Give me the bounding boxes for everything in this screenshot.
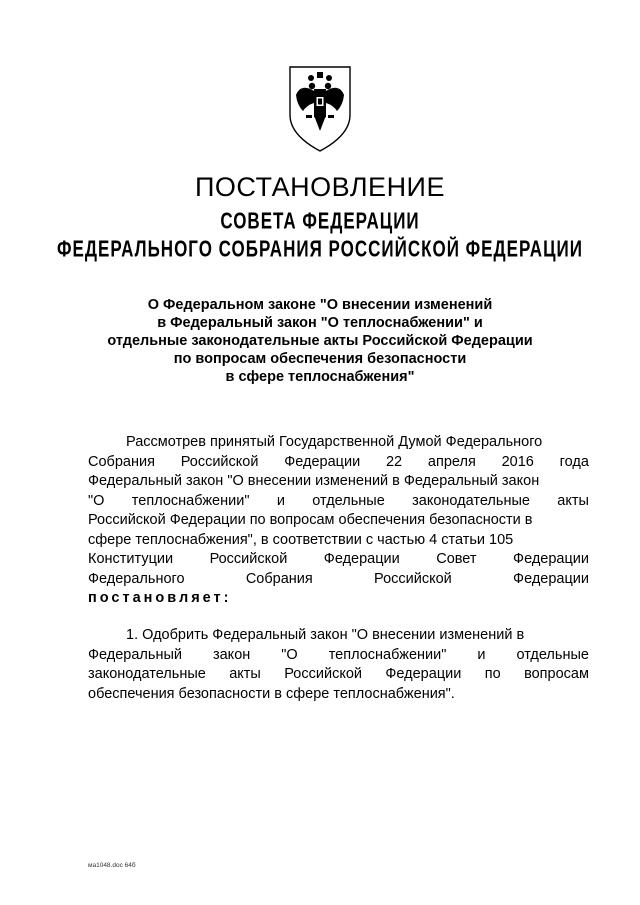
text-line: сфере теплоснабжения", в соответствии с частью 4 статьи 105 [88, 531, 514, 548]
word: закон [212, 646, 251, 663]
word: Федеральный [88, 646, 182, 663]
word: отдельные [516, 646, 589, 663]
paragraph-item-1 [88, 626, 589, 704]
word: Российской [180, 453, 259, 470]
text-line [88, 550, 589, 570]
word: "О [281, 646, 298, 663]
word: по [484, 666, 501, 682]
word: Совет [436, 551, 477, 567]
word: законодательные [88, 666, 206, 682]
subject-line: в Федеральный закон "О теплоснабжении" и [157, 315, 483, 331]
text-line: Российской Федерации по вопросам обеспечения безопасности в [88, 512, 533, 528]
paragraph-preamble [88, 433, 589, 609]
word: Федерации [513, 570, 589, 587]
subject-line: в сфере теплоснабжения" [225, 369, 415, 385]
word: Конституции [88, 551, 174, 567]
resolves-keyword: постановляет: [88, 590, 232, 606]
word: Собрания [245, 570, 313, 587]
text-line: обеспечения безопасности в сфере теплоснабжения". [88, 685, 455, 702]
word: 2016 [501, 453, 534, 470]
document-file-code: ма1048.doc 64б [88, 862, 136, 869]
word: теплоснабжении" [131, 492, 250, 509]
document-title: ПОСТАНОВЛЕНИЕ [195, 172, 445, 202]
word: Федерации [323, 551, 400, 567]
text-line: Рассмотрев принятый Государственной Думой Федерального [126, 434, 543, 450]
subject-line: О Федеральном законе "О внесении изменений [147, 297, 493, 313]
word: Федерации [513, 551, 589, 567]
word: акты [557, 492, 589, 509]
word: отдельные [312, 492, 385, 509]
word: акты [229, 666, 261, 682]
subject-line: отдельные законодательные акты Российской Федерации [107, 333, 533, 349]
resolution-subject [80, 296, 560, 386]
text-line [88, 646, 589, 666]
word: Российской [209, 551, 288, 567]
word: Российской [284, 666, 362, 682]
word: апреля [427, 453, 476, 470]
subject-line: по вопросам обеспечения безопасности [173, 351, 467, 367]
word: Федерации [284, 453, 361, 470]
word: Федерального [88, 570, 185, 587]
text-line: 1. Одобрить Федеральный закон "О внесении изменений в [126, 627, 525, 643]
text-line: Федеральный закон "О внесении изменений в Федеральный закон [88, 473, 540, 489]
text-line [88, 453, 589, 473]
document-subtitle-line1: СОВЕТА ФЕДЕРАЦИИ [220, 208, 420, 235]
word: Собрания [88, 453, 155, 470]
word: 22 [385, 453, 403, 470]
word: вопросам [524, 666, 589, 682]
word: теплоснабжении" [328, 646, 447, 663]
word: Российской [374, 570, 452, 587]
text-line [88, 665, 589, 685]
word: и [477, 646, 486, 663]
document-subtitle-line2: ФЕДЕРАЛЬНОГО СОБРАНИЯ РОССИЙСКОЙ ФЕДЕРАЦИИ [57, 236, 583, 263]
text-line [88, 492, 589, 512]
word: Федерации [385, 666, 462, 682]
word: года [559, 453, 589, 470]
word: "О [88, 492, 105, 509]
word: и [276, 492, 285, 509]
word: законодательные [412, 492, 530, 509]
coat-of-arms-icon [287, 65, 353, 153]
text-line [88, 570, 589, 590]
